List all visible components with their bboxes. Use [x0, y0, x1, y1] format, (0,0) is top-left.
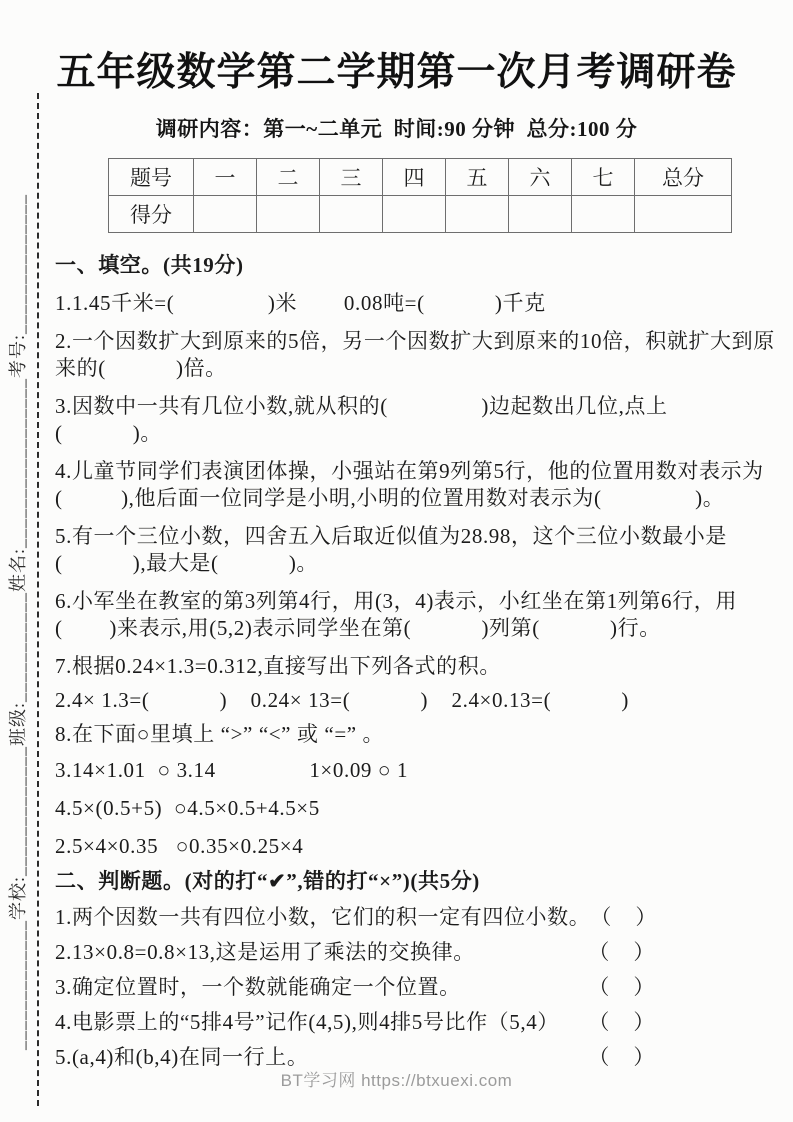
score-row-label: 得分	[109, 196, 194, 233]
question-line: 4.儿童节同学们表演团体操，小强站在第9列第5行，他的位置用数对表示为	[55, 459, 764, 483]
fill-question-8	[55, 721, 765, 860]
score-cell	[320, 196, 383, 233]
fill-question-7	[55, 653, 765, 714]
score-cell	[509, 196, 572, 233]
question-line: 2.5×4×0.35 ○0.35×0.25×4	[55, 834, 304, 858]
score-col-header: 四	[383, 159, 446, 196]
judge-answer-blank: （ ）	[588, 1010, 655, 1034]
score-col-header: 五	[446, 159, 509, 196]
question-line: 8.在下面○里填上 “>” “<” 或 “=” 。	[55, 722, 385, 746]
judge-answer-blank: （ ）	[588, 940, 655, 964]
page-title: 五年级数学第二学期第一次月考调研卷	[56, 51, 737, 94]
question-line: 1.1.45千米=( )米 0.08吨=( )千克	[55, 291, 546, 315]
question-line: 3.因数中一共有几位小数,就从积的( )边起数出几位,点上	[55, 394, 668, 418]
question-line: ( ),他后面一位同学是小明,小明的位置用数对表示为( )。	[55, 486, 725, 510]
judge-text: 3.确定位置时，一个数就能确定一个位置。	[55, 975, 461, 999]
section-true-false	[55, 868, 765, 1071]
question-line: 2.4× 1.3=( ) 0.24× 13=( ) 2.4×0.13=( )	[55, 688, 629, 712]
fill-question-4	[55, 458, 765, 512]
fill-question-5	[55, 523, 765, 577]
score-cell	[635, 196, 732, 233]
score-col-header: 题号	[109, 159, 194, 196]
question-line: 3.14×1.01 ○ 3.14 1×0.09 ○ 1	[55, 758, 409, 782]
question-line: ( )来表示,用(5,2)表示同学坐在第( )列第( )行。	[55, 616, 661, 640]
score-col-header: 二	[257, 159, 320, 196]
fill-question-1	[55, 290, 765, 317]
score-cell	[572, 196, 635, 233]
fill-question-6	[55, 588, 765, 642]
question-line: 来的( )倍。	[55, 356, 227, 380]
question-line: ( )。	[55, 421, 162, 445]
score-table-score-row	[109, 196, 732, 233]
question-line: 4.5×(0.5+5) ○4.5×0.5+4.5×5	[55, 796, 320, 820]
judge-item-1	[55, 904, 655, 931]
section-fill-heading: 一、填空。(共19分)	[55, 253, 244, 277]
score-cell	[194, 196, 257, 233]
seal-dashed-line	[37, 93, 39, 1106]
judge-text: 5.(a,4)和(b,4)在同一行上。	[55, 1045, 309, 1069]
question-line: 5.有一个三位小数，四舍五入后取近似值为28.98，这个三位小数最小是	[55, 524, 727, 548]
watermark: BT学习网 https://btxuexi.com	[280, 1071, 513, 1090]
score-col-header: 总分	[635, 159, 732, 196]
paper-header	[40, 48, 753, 143]
judge-text: 4.电影票上的“5排4号”记作(4,5),则4排5号比作（5,4）	[55, 1010, 559, 1034]
score-cell	[383, 196, 446, 233]
judge-text: 1.两个因数一共有四位小数，它们的积一定有四位小数。	[55, 905, 591, 929]
fill-question-3	[55, 393, 765, 447]
score-table-header-row	[109, 159, 732, 196]
judge-answer-blank: （ ）	[588, 1045, 655, 1069]
section-judge-heading: 二、判断题。(对的打“✔”,错的打“×”)(共5分)	[55, 869, 480, 893]
score-col-header: 六	[509, 159, 572, 196]
question-line: 2.一个因数扩大到原来的5倍，另一个因数扩大到原来的10倍，积就扩大到原	[55, 329, 775, 353]
judge-item-4	[55, 1009, 655, 1036]
section-fill-blanks	[55, 252, 775, 860]
judge-item-2	[55, 939, 655, 966]
judge-answer-blank: （ ）	[590, 905, 657, 929]
question-line: 6.小军坐在教室的第3列第4行，用(3，4)表示，小红坐在第1列第6行，用	[55, 589, 737, 613]
fill-question-2	[55, 328, 775, 382]
seal-margin-labels: _____________学校:_____________班级:___________姓名:_________________考号:______________	[8, 193, 28, 1050]
exam-meta: 调研内容：第一~二单元 时间:90 分钟 总分:100 分	[155, 117, 638, 141]
score-col-header: 七	[572, 159, 635, 196]
judge-answer-blank: （ ）	[588, 975, 655, 999]
question-line: ( ),最大是( )。	[55, 551, 319, 575]
score-cell	[446, 196, 509, 233]
paper-body	[55, 252, 775, 1079]
score-table	[108, 158, 732, 233]
question-line: 7.根据0.24×1.3=0.312,直接写出下列各式的积。	[55, 654, 501, 678]
score-col-header: 三	[320, 159, 383, 196]
judge-text: 2.13×0.8=0.8×13,这是运用了乘法的交换律。	[55, 940, 475, 964]
score-cell	[257, 196, 320, 233]
score-col-header: 一	[194, 159, 257, 196]
judge-item-3	[55, 974, 655, 1001]
